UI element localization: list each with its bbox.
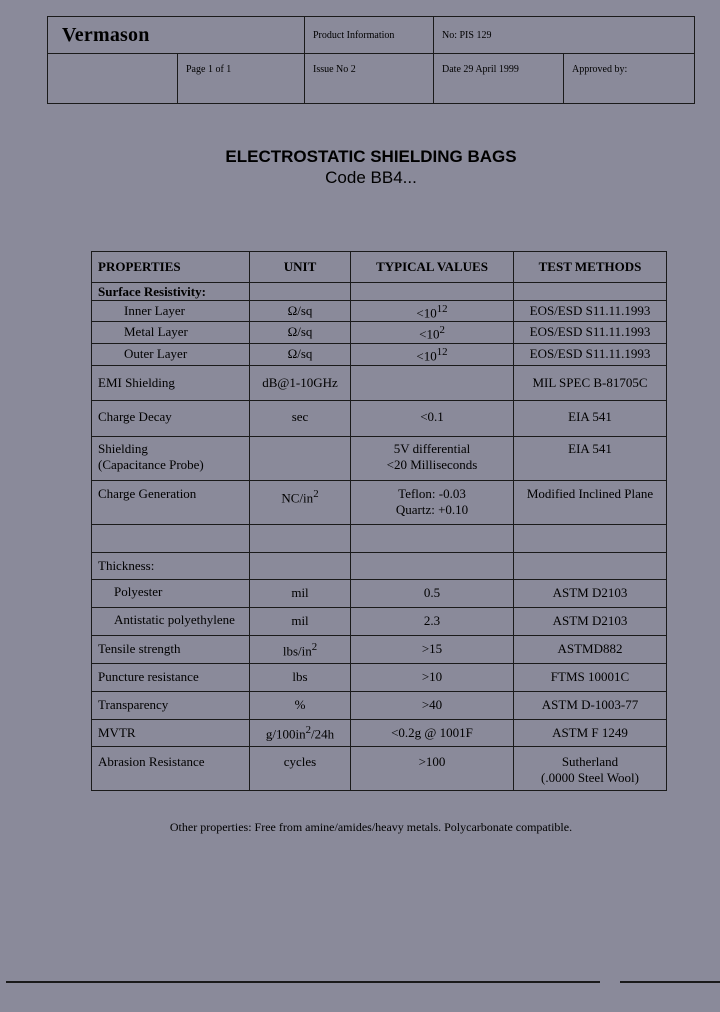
issue-number: Issue No 2: [305, 54, 434, 104]
table-row: [92, 663, 667, 691]
value-cell: <0.2g @ 1001F: [351, 719, 514, 746]
property-label: Transparency: [92, 691, 250, 719]
property-label: Surface Resistivity:: [92, 283, 250, 301]
value-cell: $<10^{12}$: [351, 343, 514, 365]
page-number: Page 1 of 1: [178, 54, 305, 104]
test-method-cell: ASTM F 1249: [514, 719, 667, 746]
table-row: [92, 746, 667, 790]
test-method-cell: EIA 541: [514, 400, 667, 436]
value-cell: 2.3: [351, 607, 514, 635]
value-cell: >40: [351, 691, 514, 719]
test-method-cell: Sutherland (.0000 Steel Wool): [514, 746, 667, 790]
table-row: [92, 552, 667, 579]
property-label: Thickness:: [92, 552, 250, 579]
value-cell: Teflon: -0.03 Quartz: +0.10: [351, 480, 514, 524]
test-method-cell: EOS/ESD S11.11.1993: [514, 301, 667, 322]
table-row: [92, 343, 667, 365]
value-cell: [351, 365, 514, 400]
property-label: Puncture resistance: [92, 663, 250, 691]
table-row: [92, 691, 667, 719]
unit-cell: dB@1-10GHz: [250, 365, 351, 400]
value-cell: 5V differential <20 Milliseconds: [351, 436, 514, 480]
page-title: ELECTROSTATIC SHIELDING BAGS: [225, 147, 517, 166]
test-method-cell: EOS/ESD S11.11.1993: [514, 322, 667, 343]
table-row: [92, 322, 667, 343]
unit-cell: %: [250, 691, 351, 719]
table-row: [92, 719, 667, 746]
test-method-cell: ASTM D2103: [514, 579, 667, 607]
footnote: Other properties: Free from amine/amides/heavy metals. Polycarbonate compatible.: [169, 820, 573, 834]
table-header-row: [92, 252, 667, 283]
doc-number: No: PIS 129: [434, 17, 695, 54]
issue-date: Date 29 April 1999: [434, 54, 564, 104]
product-code: Code BB4...: [325, 168, 417, 187]
column-header: PROPERTIES: [92, 252, 250, 283]
property-label: EMI Shielding: [92, 365, 250, 400]
table-row: [92, 579, 667, 607]
product-info-label: Product Information: [305, 17, 434, 54]
column-header: TYPICAL VALUES: [351, 252, 514, 283]
header-blank-cell: [48, 54, 178, 104]
unit-cell: Ω/sq: [250, 322, 351, 343]
value-cell: >100: [351, 746, 514, 790]
table-row: [92, 283, 667, 301]
value-cell: $<10^{12}$: [351, 301, 514, 322]
value-cell: 0.5: [351, 579, 514, 607]
property-label: Outer Layer: [92, 343, 250, 365]
test-method-cell: FTMS 10001C: [514, 663, 667, 691]
value-cell: >15: [351, 635, 514, 663]
table-row: [92, 607, 667, 635]
property-label: Metal Layer: [92, 322, 250, 343]
properties-table: [91, 251, 667, 791]
property-label: Charge Generation: [92, 480, 250, 524]
table-row: [92, 365, 667, 400]
company-logo: Vermason: [48, 17, 305, 54]
table-row: [92, 480, 667, 524]
property-label: Polyester: [92, 579, 250, 607]
approved-by: Approved by:: [564, 54, 695, 104]
property-label: Abrasion Resistance: [92, 746, 250, 790]
table-row: [92, 635, 667, 663]
test-method-cell: EOS/ESD S11.11.1993: [514, 343, 667, 365]
value-cell: >10: [351, 663, 514, 691]
unit-cell: mil: [250, 579, 351, 607]
column-header: TEST METHODS: [514, 252, 667, 283]
test-method-cell: EIA 541: [514, 436, 667, 480]
property-label: Inner Layer: [92, 301, 250, 322]
property-label: Charge Decay: [92, 400, 250, 436]
unit-cell: $g/100in^2/24h$: [250, 719, 351, 746]
unit-cell: lbs/$in^2$: [250, 635, 351, 663]
table-row: [92, 436, 667, 480]
property-label: Antistatic polyethylene: [92, 607, 250, 635]
test-method-cell: Modified Inclined Plane: [514, 480, 667, 524]
unit-cell: lbs: [250, 663, 351, 691]
unit-cell: $NC/in^2$: [250, 480, 351, 524]
footer-rule: [6, 981, 600, 983]
unit-cell: mil: [250, 607, 351, 635]
unit-cell: sec: [250, 400, 351, 436]
property-label: Shielding (Capacitance Probe): [92, 436, 250, 480]
test-method-cell: ASTMD882: [514, 635, 667, 663]
footer-rule: [620, 981, 720, 983]
unit-cell: Ω/sq: [250, 343, 351, 365]
unit-cell: [250, 436, 351, 480]
table-row: [92, 400, 667, 436]
value-cell: <0.1: [351, 400, 514, 436]
value-cell: $<10^2$: [351, 322, 514, 343]
test-method-cell: ASTM D2103: [514, 607, 667, 635]
document-header: [47, 16, 695, 104]
table-row: [92, 301, 667, 322]
property-label: Tensile strength: [92, 635, 250, 663]
table-row-empty: [92, 524, 667, 552]
column-header: UNIT: [250, 252, 351, 283]
test-method-cell: ASTM D-1003-77: [514, 691, 667, 719]
property-label: MVTR: [92, 719, 250, 746]
test-method-cell: MIL SPEC B-81705C: [514, 365, 667, 400]
unit-cell: Ω/sq: [250, 301, 351, 322]
unit-cell: cycles: [250, 746, 351, 790]
